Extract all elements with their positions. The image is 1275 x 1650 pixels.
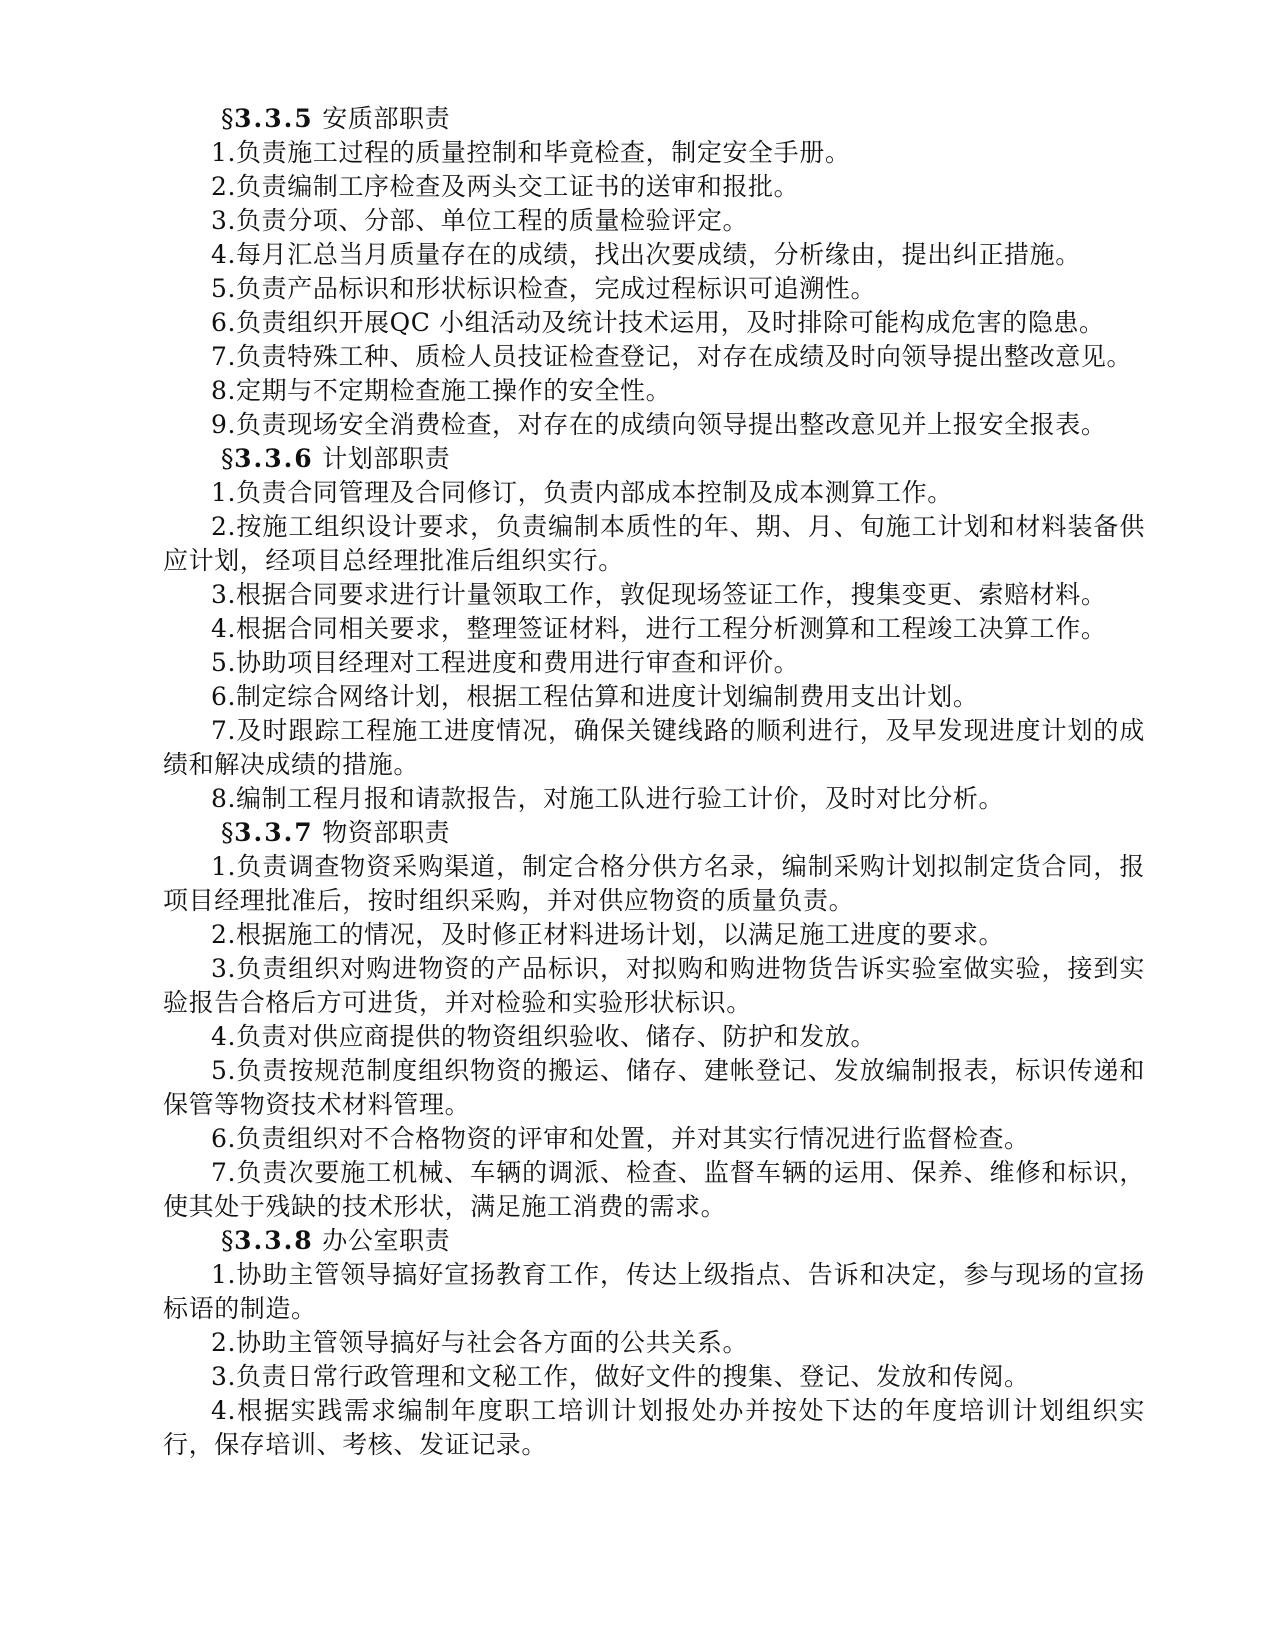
list-item: 2.根据施工的情况，及时修正材料进场计划，以满足施工进度的要求。 [211, 920, 1005, 949]
section-symbol: § [221, 104, 235, 133]
list-item: 6.负责组织对不合格物资的评审和处置，并对其实行情况进行监督检查。 [211, 1124, 1030, 1153]
section-title: 计划部职责 [322, 444, 451, 473]
list-item: 9.负责现场安全消费检查，对存在的成绩向领导提出整改意见并上报安全报表。 [211, 410, 1107, 439]
section-number: 3.3.5 [234, 104, 314, 133]
document-body [163, 102, 1145, 1462]
list-item: 2.负责编制工序检查及两头交工证书的送审和报批。 [211, 172, 800, 201]
section-heading [163, 102, 1145, 136]
list-item: 3.负责日常行政管理和文秘工作，做好文件的搜集、登记、发放和传阅。 [211, 1362, 1030, 1391]
list-item: 3.负责组织对购进物资的产品标识，对拟购和购进物货告诉实验室做实验，接到实验报告合格后方可进货，并对检验和实验形状标识。 [163, 954, 1145, 1017]
list-item: 8.编制工程月报和请款报告，对施工队进行验工计价，及时对比分析。 [211, 784, 1005, 813]
section-3-3-6 [163, 442, 1145, 816]
section-symbol: § [221, 1226, 235, 1255]
list-item: 5.协助项目经理对工程进度和费用进行审查和评价。 [211, 648, 800, 677]
list-item: 5.负责按规范制度组织物资的搬运、储存、建帐登记、发放编制报表，标识传递和保管等物资技术材料管理。 [163, 1056, 1145, 1119]
section-number: 3.3.7 [234, 818, 314, 847]
list-item: 7.负责次要施工机械、车辆的调派、检查、监督车辆的运用、保养、维修和标识，使其处于残缺的技术形状，满足施工消费的需求。 [163, 1158, 1145, 1221]
list-item: 4.根据实践需求编制年度职工培训计划报处办并按处下达的年度培训计划组织实行，保存培训、考核、发证记录。 [163, 1396, 1145, 1459]
list-item: 5.负责产品标识和形状标识检查，完成过程标识可追溯性。 [211, 274, 877, 303]
section-number: 3.3.8 [234, 1226, 314, 1255]
list-item: 6.制定综合网络计划，根据工程估算和进度计划编制费用支出计划。 [211, 682, 979, 711]
section-heading [163, 442, 1145, 476]
section-title: 物资部职责 [322, 818, 451, 847]
list-item: 3.根据合同要求进行计量领取工作，敦促现场签证工作，搜集变更、索赔材料。 [211, 580, 1107, 609]
list-item: 1.负责合同管理及合同修订，负责内部成本控制及成本测算工作。 [211, 478, 953, 507]
section-3-3-7 [163, 816, 1145, 1224]
list-item: 1.负责施工过程的质量控制和毕竟检查，制定安全手册。 [211, 138, 851, 167]
list-item: 6.负责组织开展QC 小组活动及统计技术运用，及时排除可能构成危害的隐患。 [211, 308, 1105, 337]
list-item: 4.负责对供应商提供的物资组织验收、储存、防护和发放。 [211, 1022, 877, 1051]
section-heading [163, 1224, 1145, 1258]
list-item: 1.协助主管领导搞好宣扬教育工作，传达上级指点、告诉和决定，参与现场的宣扬标语的制造。 [163, 1260, 1145, 1323]
list-item: 4.每月汇总当月质量存在的成绩，找出次要成绩，分析缘由，提出纠正措施。 [211, 240, 1081, 269]
list-item: 1.负责调查物资采购渠道，制定合格分供方名录，编制采购计划拟制定货合同，报项目经理批准后，按时组织采购，并对供应物资的质量负责。 [163, 852, 1145, 915]
list-item: 2.按施工组织设计要求，负责编制本质性的年、期、月、旬施工计划和材料装备供应计划，经项目总经理批准后组织实行。 [163, 512, 1145, 575]
section-heading [163, 816, 1145, 850]
section-number: 3.3.6 [234, 444, 314, 473]
section-symbol: § [221, 818, 235, 847]
section-symbol: § [221, 444, 235, 473]
list-item: 8.定期与不定期检查施工操作的安全性。 [211, 376, 672, 405]
list-item: 3.负责分项、分部、单位工程的质量检验评定。 [211, 206, 749, 235]
section-title: 安质部职责 [322, 104, 451, 133]
list-item: 7.及时跟踪工程施工进度情况，确保关键线路的顺利进行，及早发现进度计划的成绩和解决成绩的措施。 [163, 716, 1145, 779]
section-title: 办公室职责 [322, 1226, 451, 1255]
list-item: 2.协助主管领导搞好与社会各方面的公共关系。 [211, 1328, 749, 1357]
section-3-3-5 [163, 102, 1145, 442]
list-item: 7.负责特殊工种、质检人员技证检查登记，对存在成绩及时向领导提出整改意见。 [211, 342, 1133, 371]
section-3-3-8 [163, 1224, 1145, 1462]
list-item: 4.根据合同相关要求，整理签证材料，进行工程分析测算和工程竣工决算工作。 [211, 614, 1107, 643]
